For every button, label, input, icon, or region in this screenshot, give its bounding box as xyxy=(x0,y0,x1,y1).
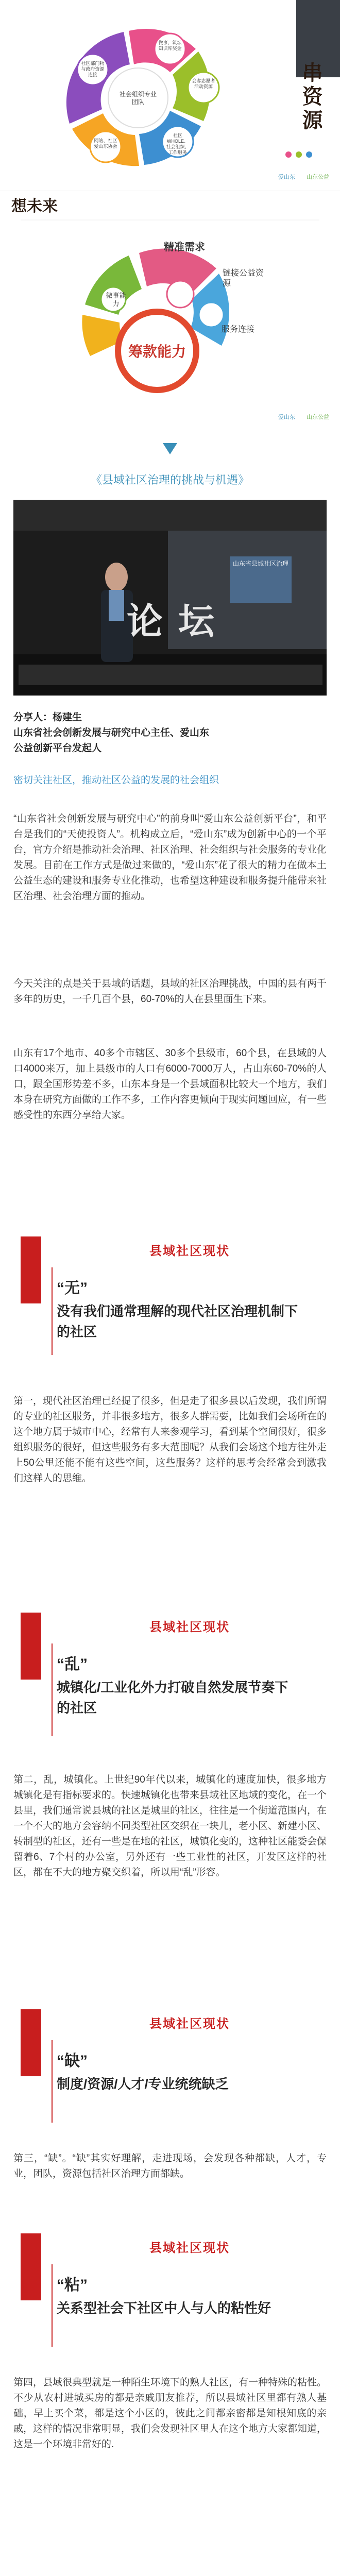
paragraph-5: 第二，乱，城镇化。上世纪90年代以来，城镇化的速度加快，很多地方城镇化是有指标要求的。快速城镇化也带来县域社区地域的变化，在一个县里，我们通常说县城的社区是城里的社区，往往是一个街道范围内，在一个不大的地方会容纳不同类型社区交织在一块儿，老小区、新建小区、转制型的社区，还有一些是在地的社区，城镇化变的，这种社区能委会保留着6、7个村的办公室，另外还有一些工业性的社区，开发区这样的社区，都在不大的地方聚交织着，所以用“乱”形容。 xyxy=(13,1774,327,1878)
red-accent-bar xyxy=(21,2009,41,2076)
red-accent-bar xyxy=(21,1613,41,1680)
future-item-2: 链接公益资源 xyxy=(223,269,264,288)
accent-line xyxy=(52,1643,53,1736)
logo-aishandong-2: 爱山东 xyxy=(278,414,295,420)
photo-screen-text: 山东省县域社区治理 xyxy=(232,560,288,567)
lead-heading: 密切关注社区，推动社区公益的发展的社会组织 xyxy=(13,775,219,786)
heading-subtitle: 制度/资源/人才/专业统统缺乏 xyxy=(57,2076,229,2092)
resource-ring-diagram xyxy=(0,0,340,191)
speaker-photo xyxy=(13,500,327,696)
paragraph-6: 第三，“缺”。“缺”其实好理解，走进现场，会发现各种都缺，人才，专业，团队，资源包括社区治理方面都缺。 xyxy=(13,2153,327,2179)
heading-quote: “缺” xyxy=(57,2053,88,2070)
ring-segment-label-1: 微事、筑坛知识库奖金 xyxy=(158,40,182,51)
accent-line xyxy=(52,2040,53,2123)
speaker-name: 分享人：杨建生 xyxy=(13,712,82,723)
future-item-1: 精准需求 xyxy=(164,242,205,253)
slide1-title: 串资源 xyxy=(299,62,322,133)
heading-tag: 县域社区现状 xyxy=(149,1620,230,1634)
ring-segment-label-5: 社区部门物与政府资源连接 xyxy=(81,61,105,77)
logo-aishandong: 爱山东 xyxy=(278,174,295,180)
accent-line xyxy=(52,1267,53,1355)
logo-shandong-gongyi: 山东公益 xyxy=(307,174,329,180)
heading-status-3 xyxy=(21,2009,319,2128)
heading-tag: 县域社区现状 xyxy=(149,2017,230,2031)
chevron-down-icon xyxy=(163,443,177,455)
future-item-4: 微事能力 xyxy=(106,292,126,308)
heading-subtitle: 城镇化/工业化外力打破自然发展节奏下的社区 xyxy=(57,1680,288,1716)
paragraph-4: 第一，现代社区治理已经提了很多，但是走了很多县以后发现，我们所谓的专业的社区服务，并非很多地方，很多人群需要，比如我们会场所在的这个地方属于城市中心，经常有人来参观学习，看到某个空间很好，很多组织服务的很好，但这些服务有多大范围呢？从我们会场这个地方往外走上50公里还能不能有这些空间，这些服务？这样的思考会经常会到激我们这样人的思维。 xyxy=(13,1396,327,1484)
heading-quote: “粘” xyxy=(57,2277,88,2294)
paragraph-7: 第四，县域很典型就是一种陌生环境下的熟人社区，有一种特殊的粘性。不少从农村进城买房的都是亲戚朋友推荐，所以县域社区里都有熟人基础，早上买个菜，都是这个小区的，彼此之间都亲密都是知根知底的亲戚，这样的情况非常明显，我们会发现社区里人在这个地方大家都知道，这是一个环境非常好的. xyxy=(13,2377,327,2450)
speaker-title-line2: 公益创新平台发起人 xyxy=(13,743,102,754)
ring-segment-label-2: 会客志愿者活动资源 xyxy=(192,78,215,89)
heading-status-2 xyxy=(21,1613,319,1747)
slide2-title: 想未来 xyxy=(11,198,58,215)
paragraph-1: “山东省社会创新发展与研究中心”的前身叫“爱山东公益创新平台”，和平台是我们的“天使投资人”。机构成立后，“爱山东”成为创新中心的一个平台，官方介绍是推动社会治理、社区治理、社会组织与社会服务的专业化发展。目前在工作方式是做过来做的，“爱山东”花了很大的精力在做本土公益生态的建设和服务专业化推动，也希望这种建设和服务提升能带来社区治理、社会治理方面的推动。 xyxy=(13,814,327,902)
section-title: 《县域社区治理的挑战与机遇》 xyxy=(90,473,249,486)
heading-tag: 县域社区现状 xyxy=(149,1244,230,1258)
accent-line xyxy=(52,2264,53,2347)
future-big-label: 筹款能力 xyxy=(128,344,186,360)
paragraph-2: 今天关注的点是关于县域的话题，县域的社区治理挑战，中国的县有两千多年的历史，一千几百个县，60-70%的人在县里面生下来。 xyxy=(13,978,327,1005)
slide-resources xyxy=(0,0,340,191)
future-ring-diagram xyxy=(0,191,340,428)
ring-segment-label-4: 网站、社区爱山东协会 xyxy=(94,138,117,149)
heading-quote: “无” xyxy=(57,1280,88,1297)
ring-segment-label-3: 社区WHOLE、社会组织、工作服务 xyxy=(166,133,190,155)
logo-shandong-gongyi-2: 山东公益 xyxy=(307,414,329,420)
heading-status-1 xyxy=(21,1236,319,1370)
red-accent-bar xyxy=(21,1236,41,1303)
red-accent-bar xyxy=(21,2233,41,2300)
photo-banner-text: 论坛 xyxy=(127,601,230,641)
heading-subtitle: 没有我们通常理解的现代社区治理机制下的社区 xyxy=(57,1303,298,1340)
ring-center-label: 社会组织专业团队 xyxy=(120,91,157,106)
heading-status-4 xyxy=(21,2233,319,2352)
paragraph-3: 山东有17个地市、40多个市辖区、30多个县级市，60个县，在县域的人口4000来万，加上县级市的人口有6000-7000万人，占山东60-70%的人口，跟全国形势差不多，山东本身是一个县域面积比较大一个地方，我们本身在研究方面做的工作不多，工作内容更倾向于现实问题回应，有一些感受性的东西分享给大家。 xyxy=(13,1048,327,1121)
slide-future xyxy=(0,191,340,428)
heading-tag: 县域社区现状 xyxy=(149,2241,230,2255)
heading-subtitle: 关系型社会下社区中人与人的粘性好 xyxy=(57,2300,271,2316)
future-item-3: 服务连接 xyxy=(222,325,255,334)
speaker-title-line1: 山东省社会创新发展与研究中心主任、爱山东 xyxy=(13,727,210,738)
heading-quote: “乱” xyxy=(57,1656,88,1673)
